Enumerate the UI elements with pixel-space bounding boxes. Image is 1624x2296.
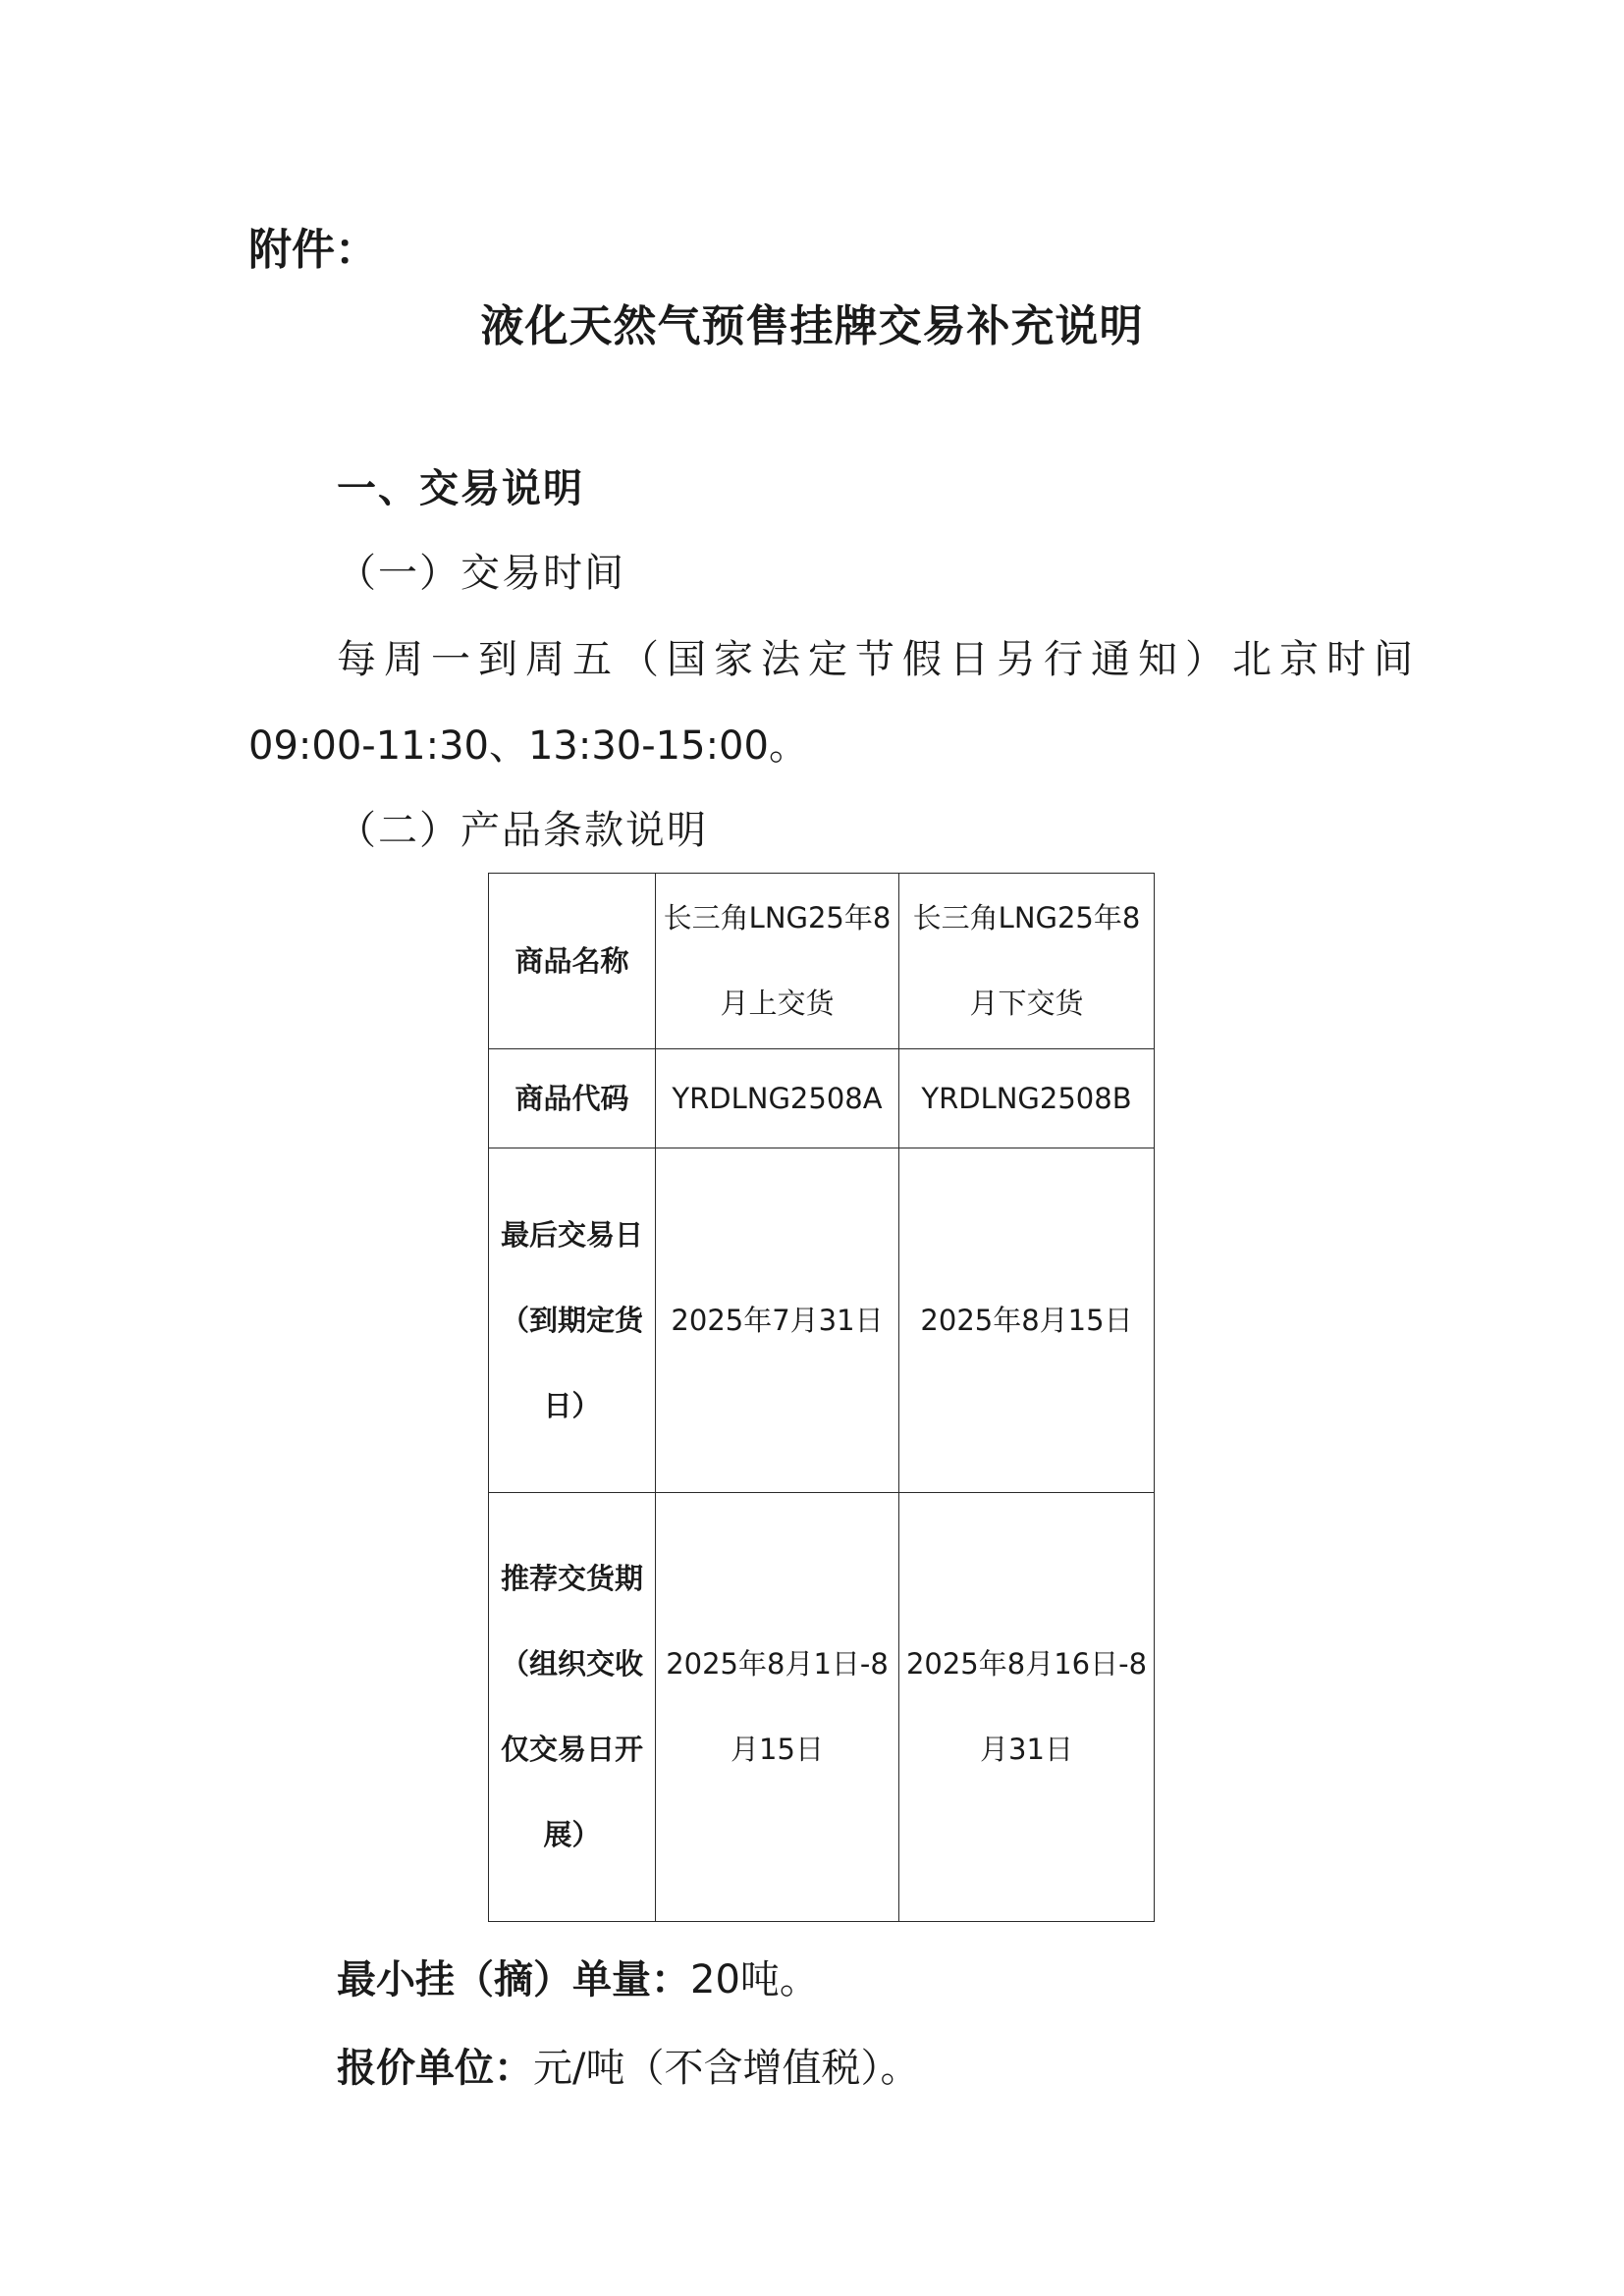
document-title: 液化天然气预售挂牌交易补充说明	[480, 301, 1144, 351]
row-label-product-name: 商品名称	[489, 874, 656, 1049]
trading-time-text-line2: 09:00-11:30、13:30-15:00。	[248, 723, 808, 769]
product-code-a: YRDLNG2508A	[656, 1049, 899, 1148]
attachment-label: 附件：	[248, 225, 378, 275]
table-row	[489, 874, 1155, 1049]
price-unit-note	[337, 2037, 919, 2093]
section-1-heading: 一、交易说明	[337, 466, 584, 511]
row-label-last-trading-day: 最后交易日（到期定货日）	[489, 1148, 656, 1493]
last-trading-day-b: 2025年8月15日	[899, 1148, 1155, 1493]
min-order-note	[337, 1949, 819, 2004]
table-row	[489, 1148, 1155, 1493]
delivery-period-a: 2025年8月1日-8月15日	[656, 1493, 899, 1922]
table-row	[489, 1049, 1155, 1148]
row-label-delivery-period: 推荐交货期（组织交收仅交易日开展）	[489, 1493, 656, 1922]
product-code-b: YRDLNG2508B	[899, 1049, 1155, 1148]
min-order-label: 最小挂（摘）单量：	[337, 1957, 690, 2002]
delivery-period-b: 2025年8月16日-8月31日	[899, 1493, 1155, 1922]
product-terms-heading: （二）产品条款说明	[337, 808, 708, 853]
row-label-product-code: 商品代码	[489, 1049, 656, 1148]
table-row	[489, 1493, 1155, 1922]
product-name-a: 长三角LNG25年8月上交货	[656, 874, 899, 1049]
product-terms-table	[488, 873, 1155, 1922]
price-unit-value: 元/吨（不含增值税）。	[533, 2046, 920, 2091]
product-name-b: 长三角LNG25年8月下交货	[899, 874, 1155, 1049]
trading-time-heading: （一）交易时间	[337, 551, 625, 596]
price-unit-label: 报价单位：	[337, 2046, 533, 2091]
trading-time-text-line1: 每周一到周五（国家法定节假日另行通知）北京时间	[337, 637, 1421, 682]
min-order-value: 20吨。	[690, 1957, 819, 2002]
last-trading-day-a: 2025年7月31日	[656, 1148, 899, 1493]
